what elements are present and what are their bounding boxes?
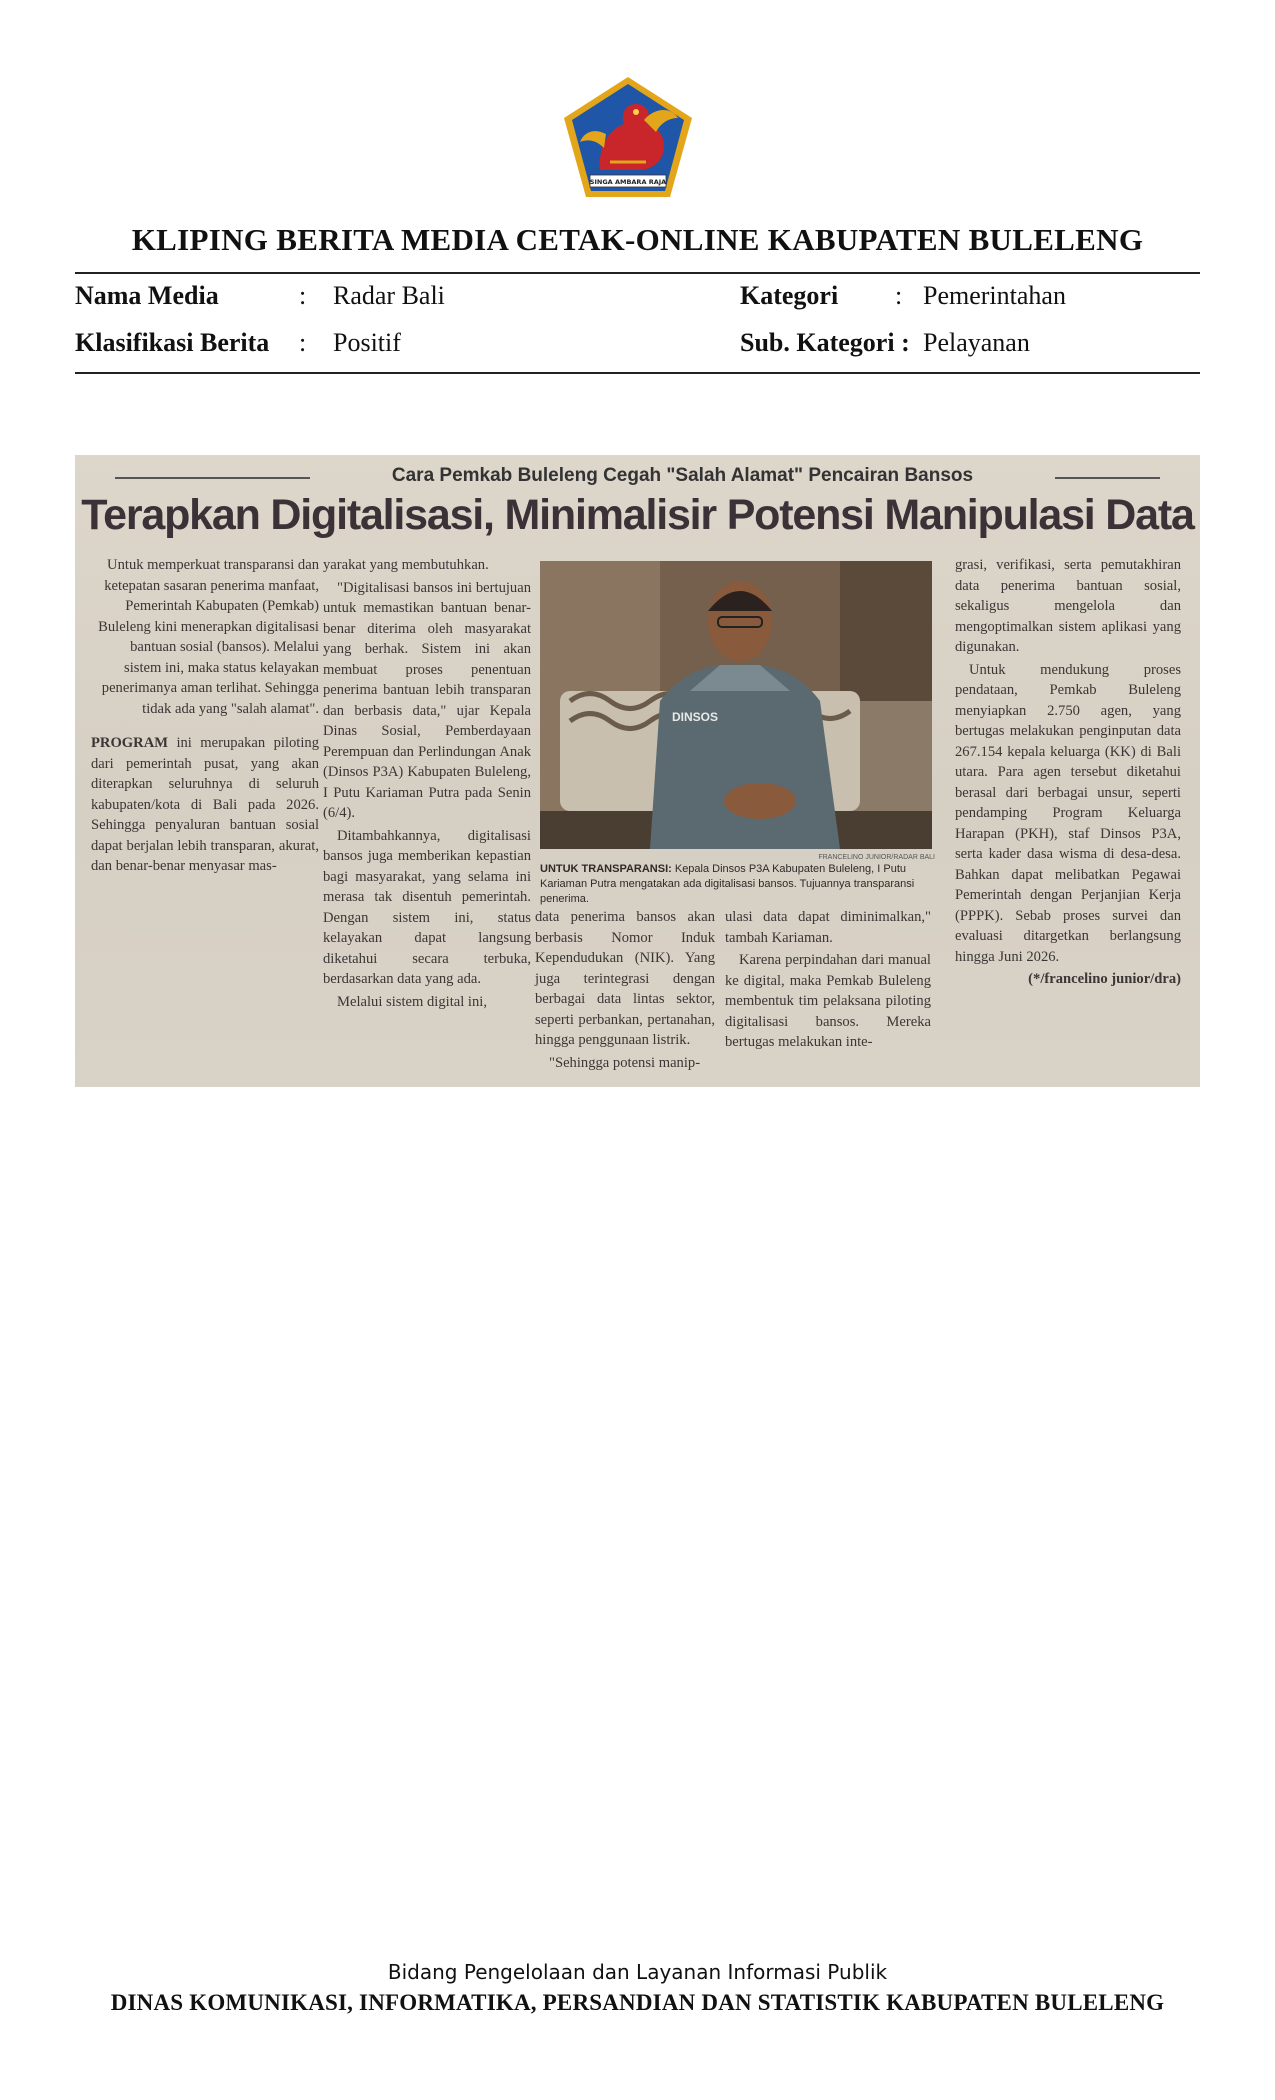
media-value: Radar Bali [333,281,445,310]
article-column-4 [725,907,931,1055]
meta-classification-row [75,328,635,362]
photo-illustration [540,561,932,849]
article-text: ini merupakan piloting dari pemerintah pusat, yang akan diterapkan seluruhnya di seluruh kabupaten/kota di Bali pada 2026. Sehingga penyaluran bantuan sosial dapat berjalan lebih transparan, akurat, dan benar-benar menyasar mas- [91,735,319,874]
classification-separator: : [299,328,307,357]
article-paragraph: ulasi data dapat diminimalkan," tambah Kariaman. [725,909,931,946]
footer-agency: DINAS KOMUNIKASI, INFORMATIKA, PERSANDIAN DAN STATISTIK KABUPATEN BULELENG [110,1990,1165,2015]
article-photo [540,561,932,849]
kicker-text: Cara Pemkab Buleleng Cegah "Salah Alamat" Pencairan Bansos [391,465,974,486]
caption-label: UNTUK TRANSPARANSI: [540,863,672,875]
header-bottom-divider [75,372,1200,374]
article-paragraph: Untuk mendukung proses pendataan, Pemkab Buleleng menyiapkan 2.750 agen, yang bertugas melakukan penginputan data 267.154 kepala keluarga (KK) di Bali utara. Para agen tersebut diketahui berasal dari berbagai unsur, seperti pendamping Program Keluarga Harapan (PKH), staf Dinsos P3A, serta kader dasa wisma di desa-desa. Bahkan dapat melibatkan Pegawai Pemerintah dengan Perjanjian Kerja (PPPK). Sebab proses survei dan evaluasi ditargetkan berlangsung hingga Juni 2026. [955,661,1181,965]
media-separator: : [299,281,307,310]
article-paragraph: Ditambahkannya, digitalisasi bansos juga memberikan kepastian bagi masyarakat, yang selama ini merasa tak disentuh pemerintah. Dengan sistem ini, status kelayakan dapat langsung diketahui secara terbuka, berdasarkan data yang ada. [323,827,531,987]
emblem-ribbon-text: SINGA AMBARA RAJA [589,178,667,186]
article-paragraph: grasi, verifikasi, serta pemutakhiran data penerima bantuan sosial, sekaligus mengelola dan mengoptimalkan sistem aplikasi yang digunakan. [955,557,1181,655]
article-paragraph: "Sehingga potensi manip- [549,1054,701,1071]
dropcap-word: PROGRAM [91,735,169,751]
classification-value: Positif [333,328,401,357]
header-top-divider [75,272,1200,274]
article-kicker [75,465,1200,489]
subcategory-value: Pelayanan [923,328,1030,357]
article-column-1 [91,555,319,879]
article-paragraph: yarakat yang membutuhkan. [323,557,489,573]
article-headline: Terapkan Digitalisasi, Minimalisir Potensi Manipulasi Data [81,491,1194,539]
buleleng-regency-emblem-icon [560,74,696,200]
article-paragraph: "Digitalisasi bansos ini bertujuan untuk memastikan bantuan benar-benar diterima oleh masyarakat yang berhak. Sistem ini akan membuat proses penentuan penerima bantuan lebih transparan dan berbasis data," ujar Kepala Dinas Sosial, Pemberdayaan Perempuan dan Perlindungan Anak (Dinsos P3A) Kabupaten Buleleng, I Putu Kariaman Putra pada Senin (6/4). [323,579,531,821]
article-paragraph: Melalui sistem digital ini, [337,993,487,1010]
classification-label: Klasifikasi Berita [75,328,270,357]
document-title: KLIPING BERITA MEDIA CETAK-ONLINE KABUPATEN BULELENG [131,222,1144,257]
meta-category-row [740,281,1200,315]
article-paragraph: Karena perpindahan dari manual ke digital, maka Pemkab Buleleng membentuk tim pelaksana piloting digitalisasi bansos. Mereka bertugas melakukan inte- [725,952,931,1050]
category-label: Kategori [740,281,839,310]
footer-division: Bidang Pengelolaan dan Layanan Informasi Publik [387,1960,888,1984]
photo-credit: FRANCELINO JUNIOR/RADAR BALI [818,854,935,861]
kicker-rule-right [1055,477,1160,479]
caption-text: Kepala Dinsos P3A Kabupaten Buleleng, I Putu Kariaman Putra mengatakan ada digitalisasi bansos. Tujuannya transparansi penerima. [540,863,915,905]
article-byline: (*/francelino junior/dra) [1028,971,1181,987]
article-column-2 [323,555,531,1014]
meta-media-row [75,281,635,315]
article-lead-paragraph: Untuk memperkuat transparansi dan ketepatan sasaran penerima manfaat, Pemerintah Kabupaten (Pemkab) Buleleng kini menerapkan digitalisasi bantuan sosial (bansos). Melalui sistem ini, maka status kelayakan penerimanya aman terlihat. Sehingga tidak ada yang "salah alamat". [98,557,319,717]
article-column-5 [955,555,1181,992]
category-value: Pemerintahan [923,281,1066,310]
subcategory-label: Sub. Kategori : [740,328,910,357]
article-column-3 [535,907,715,1075]
article-paragraph: data penerima bansos akan berbasis Nomor Induk Kependudukan (NIK). Yang juga terintegrasi dengan berbagai data lintas sektor, seperti perbankan, pertanahan, hingga penggunaan listrik. [535,909,715,1048]
meta-subcategory-row [740,328,1200,362]
kicker-rule-left [115,477,310,479]
newspaper-clipping [75,455,1200,1087]
article-paragraph [91,733,319,877]
shirt-logo-text: DINSOS [672,710,719,724]
photo-caption [540,853,935,907]
category-separator: : [895,281,903,310]
media-label: Nama Media [75,281,219,310]
